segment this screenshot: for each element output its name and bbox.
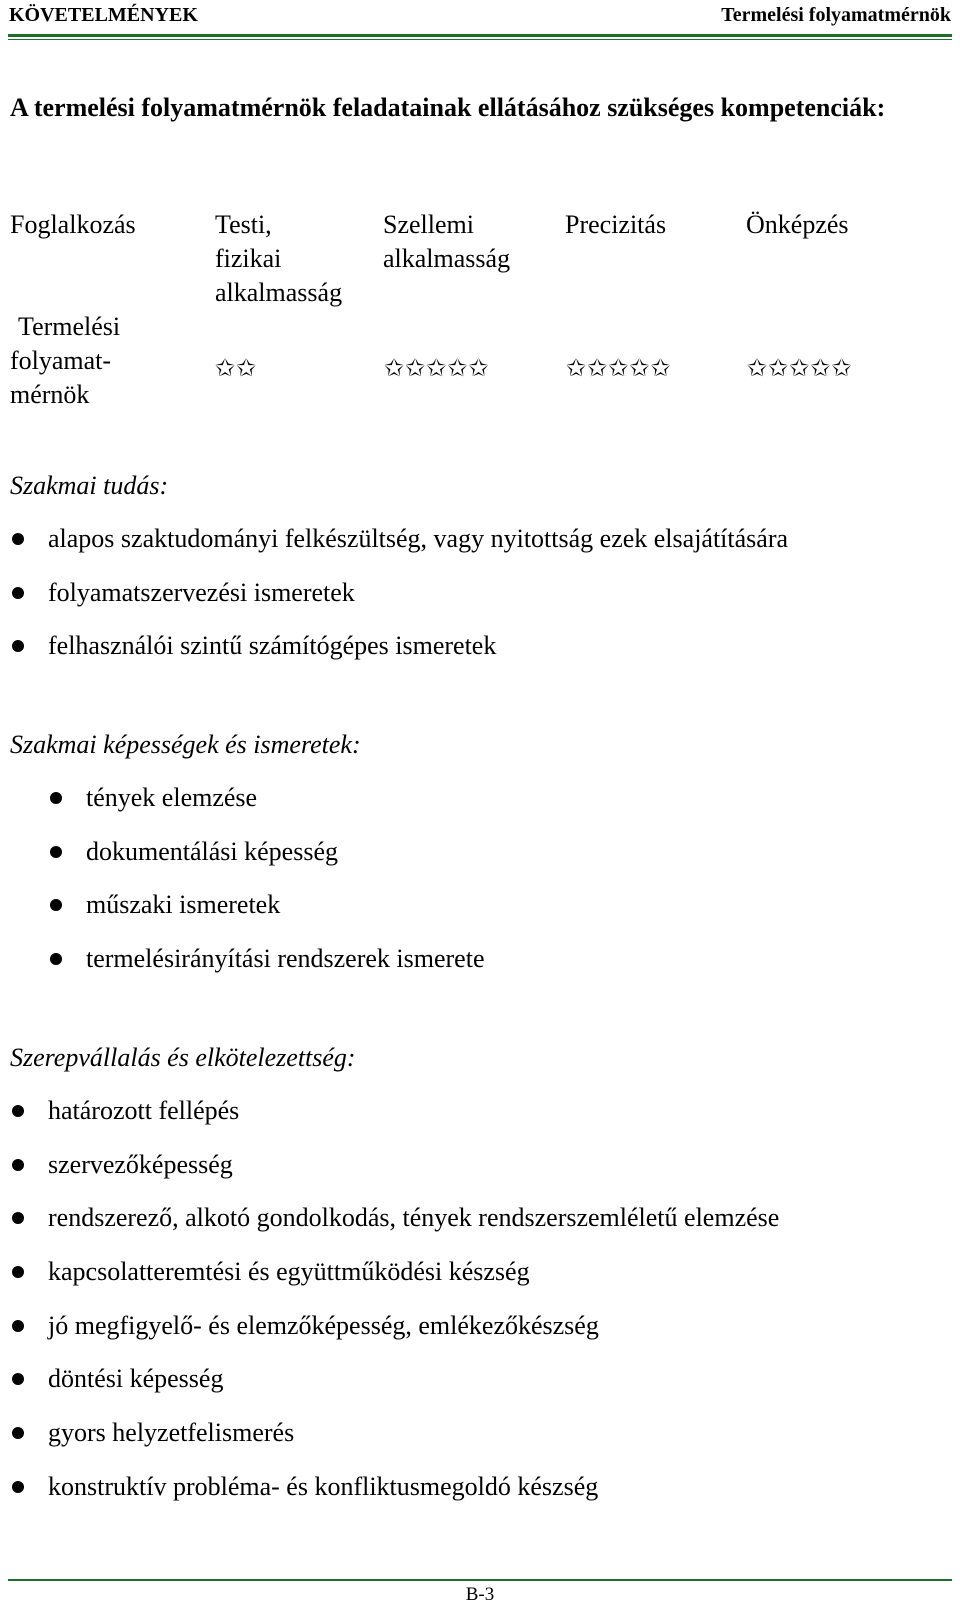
header-mental: Szellemi alkalmasság	[383, 210, 511, 273]
header-section-title: KÖVETELMÉNYEK	[9, 4, 198, 26]
page-header	[9, 0, 951, 34]
rating-selfdev-stars: ✩✩✩✩✩	[747, 356, 853, 382]
list-item: jó megfigyelő- és elemzőképesség, emlékezőkészség	[10, 1309, 779, 1363]
list-item: dokumentálási képesség	[49, 835, 484, 889]
list-item: alapos szaktudományi felkészültség, vagy nyitottság ezek elsajátítására	[10, 522, 788, 576]
header-precision: Precizitás	[565, 210, 667, 239]
bullet-icon	[12, 1320, 24, 1332]
footer-divider	[8, 1579, 952, 1581]
section-heading-commitment: Szerepvállalás és elkötelezettség:	[10, 1043, 356, 1072]
list-item: határozott fellépés	[10, 1094, 779, 1148]
rating-precision-stars: ✩✩✩✩✩	[566, 356, 672, 382]
list-item: rendszerező, alkotó gondolkodás, tények rendszerszemléletű elemzése	[10, 1201, 779, 1255]
bullet-icon	[12, 1427, 24, 1439]
bullet-icon	[12, 1212, 24, 1224]
bullet-icon	[50, 899, 62, 911]
page-title: A termelési folyamatmérnök feladatainak ellátásához szükséges kompetenciák:	[10, 93, 886, 122]
header-physical: Testi, fizikai alkalmasság	[215, 210, 343, 307]
list-item: szervezőképesség	[10, 1148, 779, 1202]
bullet-icon	[50, 953, 62, 965]
bullet-icon	[12, 1266, 24, 1278]
list-item: műszaki ismeretek	[49, 888, 484, 942]
list-item: konstruktív probléma- és konfliktusmegoldó készség	[10, 1470, 779, 1524]
header-document-title: Termelési folyamatmérnök	[721, 4, 951, 26]
list-item: folyamatszervezési ismeretek	[10, 576, 788, 630]
bullet-icon	[12, 533, 24, 545]
occupation-name: Termelési folyamat- mérnök	[10, 312, 121, 409]
rating-physical-stars: ✩✩	[215, 356, 258, 382]
bullet-icon	[12, 587, 24, 599]
bullet-icon	[12, 1373, 24, 1385]
knowledge-list	[10, 522, 788, 683]
list-item: kapcsolatteremtési és együttműködési készség	[10, 1255, 779, 1309]
header-divider-thin	[8, 39, 952, 40]
bullet-icon	[12, 1159, 24, 1171]
section-heading-skills: Szakmai képességek és ismeretek:	[10, 730, 361, 759]
section-heading-knowledge: Szakmai tudás:	[10, 471, 169, 500]
page-number: B-3	[465, 1584, 495, 1605]
commitment-list	[10, 1094, 779, 1524]
list-item: döntési képesség	[10, 1362, 779, 1416]
list-item: termelésirányítási rendszerek ismerete	[49, 942, 484, 996]
list-item: felhasználói szintű számítógépes ismeretek	[10, 629, 788, 683]
list-item: gyors helyzetfelismerés	[10, 1416, 779, 1470]
rating-mental-stars: ✩✩✩✩✩	[384, 356, 490, 382]
list-item: tények elemzése	[49, 781, 484, 835]
bullet-icon	[12, 640, 24, 652]
header-selfdev: Önképzés	[746, 210, 849, 239]
header-occupation: Foglalkozás	[10, 210, 136, 239]
skills-list	[49, 781, 484, 996]
bullet-icon	[12, 1481, 24, 1493]
bullet-icon	[50, 792, 62, 804]
bullet-icon	[12, 1105, 24, 1117]
header-divider	[8, 34, 952, 37]
bullet-icon	[50, 846, 62, 858]
